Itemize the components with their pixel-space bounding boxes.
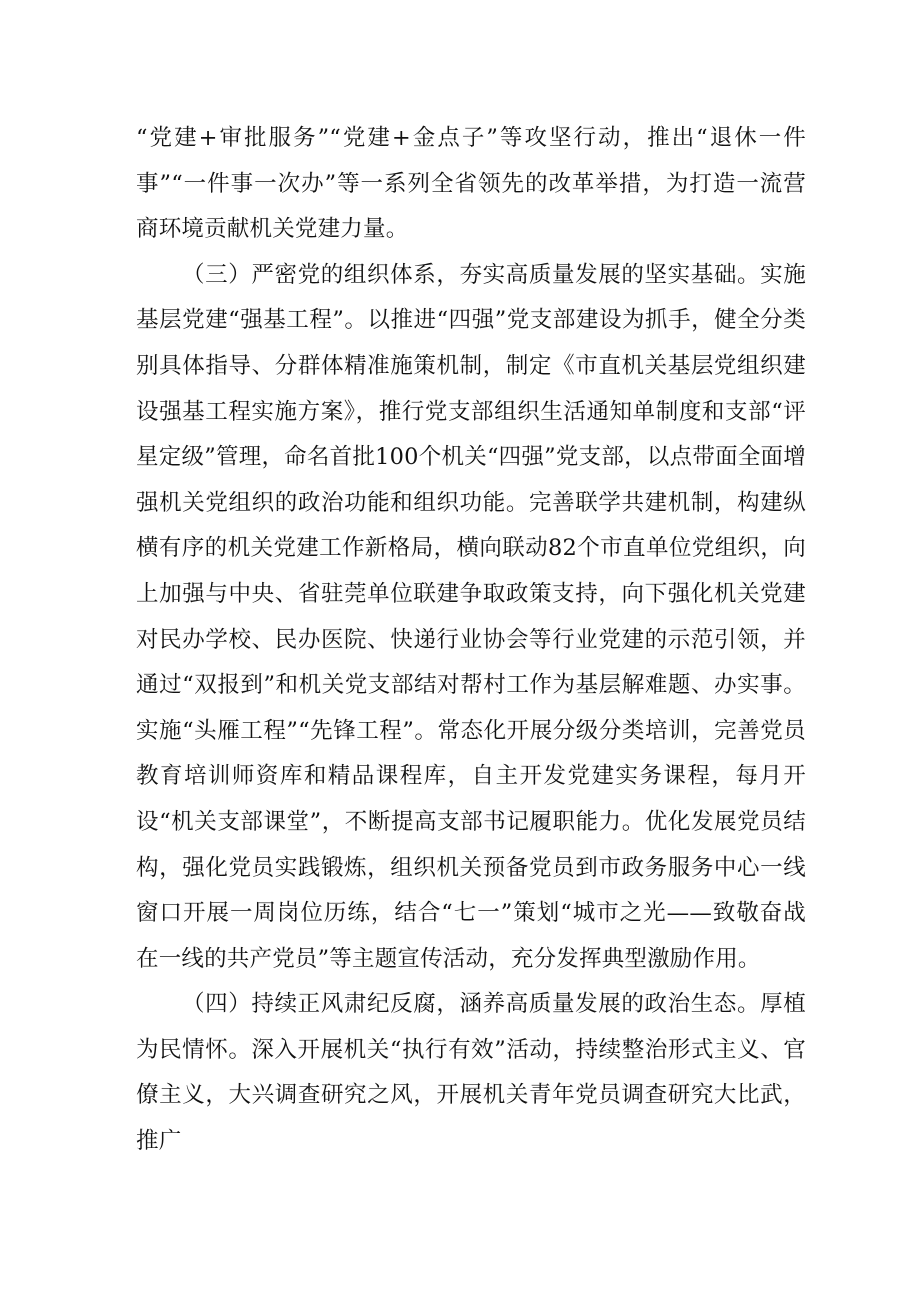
paragraph-section-three: （三）严密党的组织体系，夯实高质量发展的坚实基础。实施基层党建“强基工程”。以推进“四强”党支部建设为抓手，健全分类别具体指导、分群体精准施策机制，制定《市直机关基层党组织建设强基工程实施方案》，推行党支部组织生活通知单制度和支部“评星定级”管理，命名首批100个机关“四强”党支部，以点带面全面增强机关党组织的政治功能和组织功能。完善联学共建机制，构建纵横有序的机关党建工作新格局，横向联动82个市直单位党组织，向上加强与中央、省驻莞单位联建争取政策支持，向下强化机关党建对民办学校、民办医院、快递行业协会等行业党建的示范引领，并通过“双报到”和机关党支部结对帮村工作为基层解难题、办实事。实施“头雁工程”“先锋工程”。常态化开展分级分类培训，完善党员教育培训师资库和精品课程库，自主开发党建实务课程，每月开设“机关支部课堂”，不断提高支部书记履职能力。优化发展党员结构，强化党员实践锻炼，组织机关预备党员到市政务服务中心一线窗口开展一周岗位历练，结合“七一”策划“城市之光——致敬奋战在一线的共产党员”等主题宣传活动，充分发挥典型激励作用。 xyxy=(136,261,806,972)
paragraph-continuation: “党建+审批服务”“党建+金点子”等攻坚行动，推出“退休一件事”“一件事一次办”等一系列全省领先的改革举措，为打造一流营商环境贡献机关党建力量。 xyxy=(136,125,806,243)
document-body xyxy=(136,116,806,1165)
paragraph-section-four: （四）持续正风肃纪反腐，涵养高质量发展的政治生态。厚植为民情怀。深入开展机关“执行有效”活动，持续整治形式主义、官僚主义，大兴调查研究之风，开展机关青年党员调查研究大比武，推广 xyxy=(136,991,806,1155)
